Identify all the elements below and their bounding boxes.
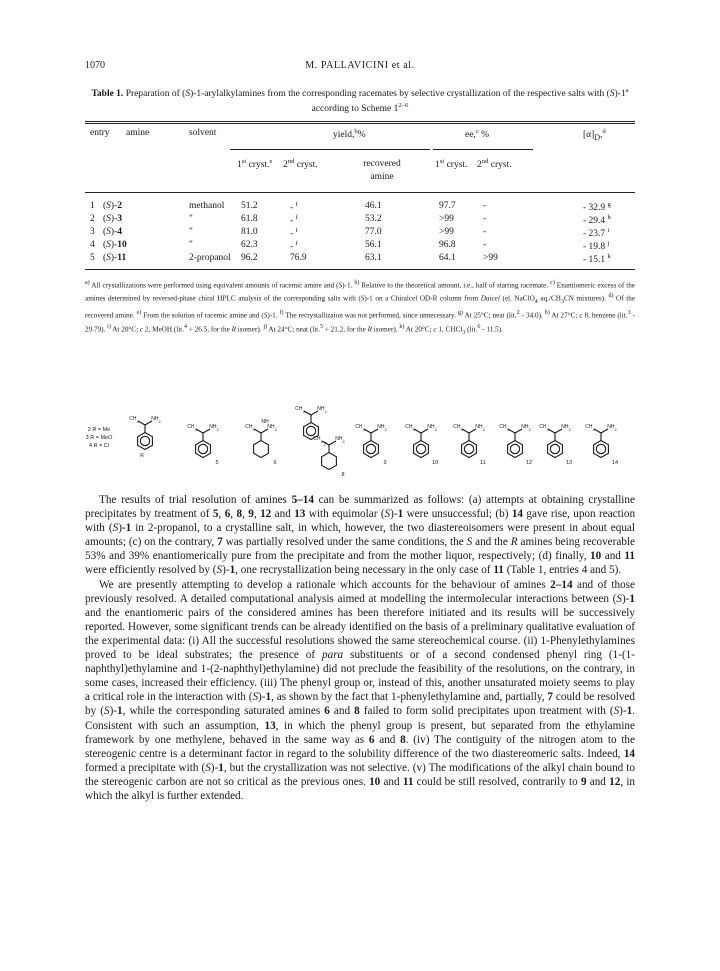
bond bbox=[138, 421, 145, 425]
table-header-rule bbox=[85, 192, 635, 193]
amine-label: $NH_2$ bbox=[267, 424, 277, 432]
subheader-ee-2nd: 2nd cryst. bbox=[477, 158, 512, 171]
cell-alpha: - 23.7 $^i$ bbox=[583, 227, 610, 240]
bond bbox=[364, 429, 371, 433]
molecule-drawings bbox=[138, 411, 609, 470]
bond bbox=[254, 429, 261, 433]
table-caption bbox=[85, 85, 635, 115]
cell-solvent: " bbox=[189, 227, 193, 237]
compound-number: 6 bbox=[273, 460, 277, 466]
bond bbox=[508, 429, 515, 433]
amine-label: $NH_2$ bbox=[377, 424, 387, 432]
cell-e1: >99 bbox=[439, 214, 454, 224]
cell-solvent: " bbox=[189, 240, 193, 250]
cell-y2: - $^f$ bbox=[290, 227, 298, 240]
cell-solvent: methanol bbox=[189, 201, 225, 211]
amine-label: $NH_2$ bbox=[475, 424, 485, 432]
cell-entry: 1 bbox=[90, 201, 95, 211]
cell-amine: (S)-4 bbox=[103, 227, 122, 237]
running-header bbox=[85, 60, 635, 74]
cell-y3: 77.0 bbox=[365, 227, 382, 237]
cell-e1: >99 bbox=[439, 227, 454, 237]
table-footnotes: $^{a)}$ All crystallizations were performed using equivalent amounts of racemic amine and (S)-1. $^{b)}$ Relative to the theoretical amount, i.e., half of starting racemate. $^{c)}$ Enantiomeric excess of the amines determined by reversed-phase chiral HPLC analysis of the corresponding salts with (S)-1 on a Chiralcel OD-R column from Daicel (el. NaClO$_4$ $aq./CH_3CN$ mixtures). $^{d)}$ Of the recovered amine. $^{e)}$ From the solution of racemic amine and (S)-1. $^{f)}$ The recrystallizaion was not performed, since unnecessary. $^{g)}$ At 25°C; neat (lit.$^2$ - 34.0). $^{h)}$ At 27°C; c 8, benzene (lit.$^3$ - 29.79). $^{i)}$ At 20°C; c 2, MeOH (lit.$^4$ + 26.5, for the R isomer). $^{j)}$ At 24°C; neat (lit.$^5$ + 21.2, for the R isomer). $^{k)}$ At 20°C; c 1, CHCl$_3$ (lit.$^6$ - 11.5). bbox=[85, 280, 636, 336]
bond bbox=[196, 429, 203, 433]
cell-amine: (S)-2 bbox=[103, 201, 122, 211]
cell-y3: 63.1 bbox=[365, 253, 382, 263]
cell-solvent: " bbox=[189, 214, 193, 224]
ring-aromatic bbox=[306, 426, 315, 435]
header-entry: entry bbox=[90, 128, 110, 138]
bond bbox=[414, 429, 421, 433]
table-bottom-rule bbox=[85, 269, 635, 270]
amine-label: $NH_2$ bbox=[607, 424, 617, 432]
cell-y1: 51.2 bbox=[241, 201, 258, 211]
cell-y1: 62.3 bbox=[241, 240, 258, 250]
cell-e2: - bbox=[483, 227, 487, 237]
ring bbox=[322, 453, 337, 470]
table-top-rule bbox=[85, 121, 635, 122]
cell-y3: 46.1 bbox=[365, 201, 382, 211]
substituent-legend: 4 R = Cl bbox=[88, 443, 110, 449]
subheader-ee-1st: 1st cryst. bbox=[435, 158, 468, 171]
page-number: 1070 bbox=[85, 60, 105, 71]
body-text bbox=[85, 493, 635, 803]
amine-label: $NH_2$ bbox=[209, 424, 219, 432]
methyl-label: $CH_3$ bbox=[585, 424, 595, 432]
cell-e1: 64.1 bbox=[439, 253, 456, 263]
ring-aromatic bbox=[366, 444, 375, 453]
bond bbox=[462, 429, 469, 433]
subheader-yield-2nd: 2nd cryst. bbox=[283, 158, 318, 171]
compound-number: 11 bbox=[480, 460, 486, 466]
cell-y2: - $^f$ bbox=[290, 214, 298, 227]
subheader-recovered: recovered amine bbox=[363, 159, 401, 182]
ring-aromatic bbox=[464, 444, 473, 453]
molecule-labels bbox=[86, 406, 618, 478]
cell-amine: (S)-11 bbox=[103, 253, 127, 263]
header-solvent: solvent bbox=[189, 128, 217, 138]
cell-alpha: - 29.4 $^h$ bbox=[583, 214, 611, 227]
methyl-label: $CH_3$ bbox=[355, 424, 365, 432]
cell-entry: 2 bbox=[90, 214, 95, 224]
compound-number: 5 bbox=[215, 460, 219, 466]
substituent-legend: 3 R = MeO bbox=[85, 435, 113, 441]
header-yield: yield,$^b$% bbox=[333, 128, 366, 141]
running-title: M. PALLAVICINI et al. bbox=[305, 60, 415, 71]
r-group-label: R bbox=[140, 453, 144, 459]
header-ee: ee,$^c$ % bbox=[465, 128, 490, 141]
cell-alpha: - 32.9 $^g$ bbox=[583, 201, 611, 214]
methyl-label: $CH_3$ bbox=[313, 436, 323, 444]
cell-e1: 97.7 bbox=[439, 201, 456, 211]
ring bbox=[254, 441, 269, 458]
table-top-rule-2 bbox=[85, 123, 635, 124]
cell-entry: 5 bbox=[90, 253, 95, 263]
methyl-label: $CH_3$ bbox=[539, 424, 549, 432]
header-alpha: $[\alpha]_D,^d$ bbox=[583, 128, 606, 143]
compound-number: 9 bbox=[383, 460, 387, 466]
cell-amine: (S)-3 bbox=[103, 214, 122, 224]
ring-aromatic bbox=[550, 444, 559, 453]
bond bbox=[548, 429, 555, 433]
cell-solvent: 2-propanol bbox=[189, 253, 231, 263]
cell-y2: - $^f$ bbox=[290, 240, 298, 253]
subheader-yield-1st: 1st cryst.$^e$ bbox=[237, 158, 273, 171]
cell-amine: (S)-10 bbox=[103, 240, 127, 250]
ring-aromatic bbox=[416, 444, 425, 453]
cell-e2: >99 bbox=[483, 253, 498, 263]
cell-entry: 3 bbox=[90, 227, 95, 237]
structure-row bbox=[85, 406, 635, 481]
compound-number: 10 bbox=[431, 460, 439, 466]
compound-number: 12 bbox=[525, 460, 533, 466]
table-caption-text: Preparation of (S)-1-arylalkylamines from the corresponding racemates by selective crystallization of the respective salts with (S)-1$^a$ according to Scheme 1$^{2-6}$ bbox=[125, 87, 629, 115]
cell-y1: 96.2 bbox=[241, 253, 258, 263]
ee-group-rule bbox=[433, 149, 533, 150]
ring-aromatic bbox=[510, 444, 519, 453]
paragraph: We are presently attempting to develop a rationale which accounts for the behaviour of amines 2–14 and of those previously resolved. A detailed computational analysis aimed at modelling the intermolecular interactions between (S)-1 and the enantiomeric pairs of the considered amines has been therefore initiated and its results will be successively reported. However, some significant trends can be already identified on the basis of a preliminary qualitative evaluation of the experimental data: (i) All the successful resolutions showed the same stereochemical course. (ii) 1-Phenylethylamines proved to be ideal substrates; the presence of para substituents or of a second condensed phenyl ring (1-(1-naphthyl)ethylamine and 1-(2-naphthyl)ethylamine) did not preclude the feasibility of the resolutions, on the contrary, in some cases, increased their efficiency. (iii) The phenyl group or, instead of this, another unsaturated moiety seems to play a critical role in the interaction with (S)-1, as shown by the fact that 1-phenylethylamine and, partially, 7 could be resolved by (S)-1, while the corresponding saturated amines 6 and 8 failed to form solid precipitates upon treatment with (S)-1. Consistent with such an assumption, 13, in which the phenyl group is present, but separated from the ethylamine framework by one methylene, behaved in the same way as 6 and 8. (iv) The contiguity of the nitrogen atom to the stereogenic centre is a determinant factor in regard to the solubility difference of the two diastereomeric salts. Indeed, 14 formed a precipitate with (S)-1, but the crystallization was not selective. (v) The modifications of the alkyl chain bound to the stereogenic carbon are not so critical as the previous ones. 10 and 11 could be still resolved, contrarily to 9 and 12, in which the alkyl is further extended. bbox=[85, 578, 636, 802]
cell-y2: 76.9 bbox=[290, 253, 307, 263]
amine-label: $NH_2$ bbox=[151, 416, 161, 424]
compound-number: 13 bbox=[565, 460, 573, 466]
ring-aromatic bbox=[596, 444, 605, 453]
bond bbox=[304, 411, 311, 415]
bond bbox=[594, 429, 601, 433]
cell-e1: 96.8 bbox=[439, 240, 456, 250]
cell-y3: 53.2 bbox=[365, 214, 382, 224]
amine-label: $NH_2$ bbox=[317, 406, 327, 414]
cell-alpha: - 15.1 $^k$ bbox=[583, 253, 611, 266]
cell-alpha: - 19.8 $^j$ bbox=[583, 240, 610, 253]
methyl-label: $CH_3$ bbox=[295, 406, 305, 414]
cell-e2: - bbox=[483, 201, 487, 211]
cell-y1: 61.8 bbox=[241, 214, 258, 224]
compound-number: 7 bbox=[323, 442, 327, 448]
nh-label: NH bbox=[261, 419, 269, 425]
cell-e2: - bbox=[483, 240, 487, 250]
compound-number: 8 bbox=[341, 472, 345, 478]
compound-number: 14 bbox=[611, 460, 619, 466]
header-amine: amine bbox=[126, 128, 150, 138]
cell-y1: 81.0 bbox=[241, 227, 258, 237]
cell-entry: 4 bbox=[90, 240, 95, 250]
methyl-label: $CH_3$ bbox=[453, 424, 463, 432]
table-label: Table 1. bbox=[91, 89, 124, 100]
amine-label: $NH_2$ bbox=[521, 424, 531, 432]
yield-group-rule bbox=[230, 149, 430, 150]
paragraph: The results of trial resolution of amines 5–14 can be summarized as follows: (a) attempts at obtaining crystalline precipitates by treatment of 5, 6, 8, 9, 12 and 13 with equimolar (S)-1 were unsuccessful; (b) 14 gave rise, upon reaction with (S)-1 in 2-propanol, to a crystalline salt, in which, however, the two diastereoisomers were present in about equal amounts; (c) on the contrary, 7 was partially resolved under the same conditions, the S and the R amines being recoverable 53% and 39% enantiomerically pure from the precipitate and from the mother liquor, respectively; (d) finally, 10 and 11 were efficiently resolved by (S)-1, one recrystallization being necessary in the only case of 11 (Table 1, entries 4 and 5). bbox=[85, 494, 636, 577]
amine-label: $NH_2$ bbox=[335, 436, 345, 444]
ring-aromatic bbox=[140, 436, 149, 445]
substituent-legend: 2 R = Me bbox=[87, 427, 111, 433]
cell-y3: 56.1 bbox=[365, 240, 382, 250]
cell-e2: - bbox=[483, 214, 487, 224]
methyl-label: $CH_3$ bbox=[187, 424, 197, 432]
cell-y2: - $^f$ bbox=[290, 201, 298, 214]
ring-aromatic bbox=[198, 444, 207, 453]
methyl-label: $CH_3$ bbox=[405, 424, 415, 432]
amine-label: $NH_2$ bbox=[427, 424, 437, 432]
methyl-label: $CH_3$ bbox=[129, 416, 139, 424]
methyl-label: $CH_3$ bbox=[499, 424, 509, 432]
methyl-label: $CH_3$ bbox=[245, 424, 255, 432]
amine-label: $NH_2$ bbox=[561, 424, 571, 432]
